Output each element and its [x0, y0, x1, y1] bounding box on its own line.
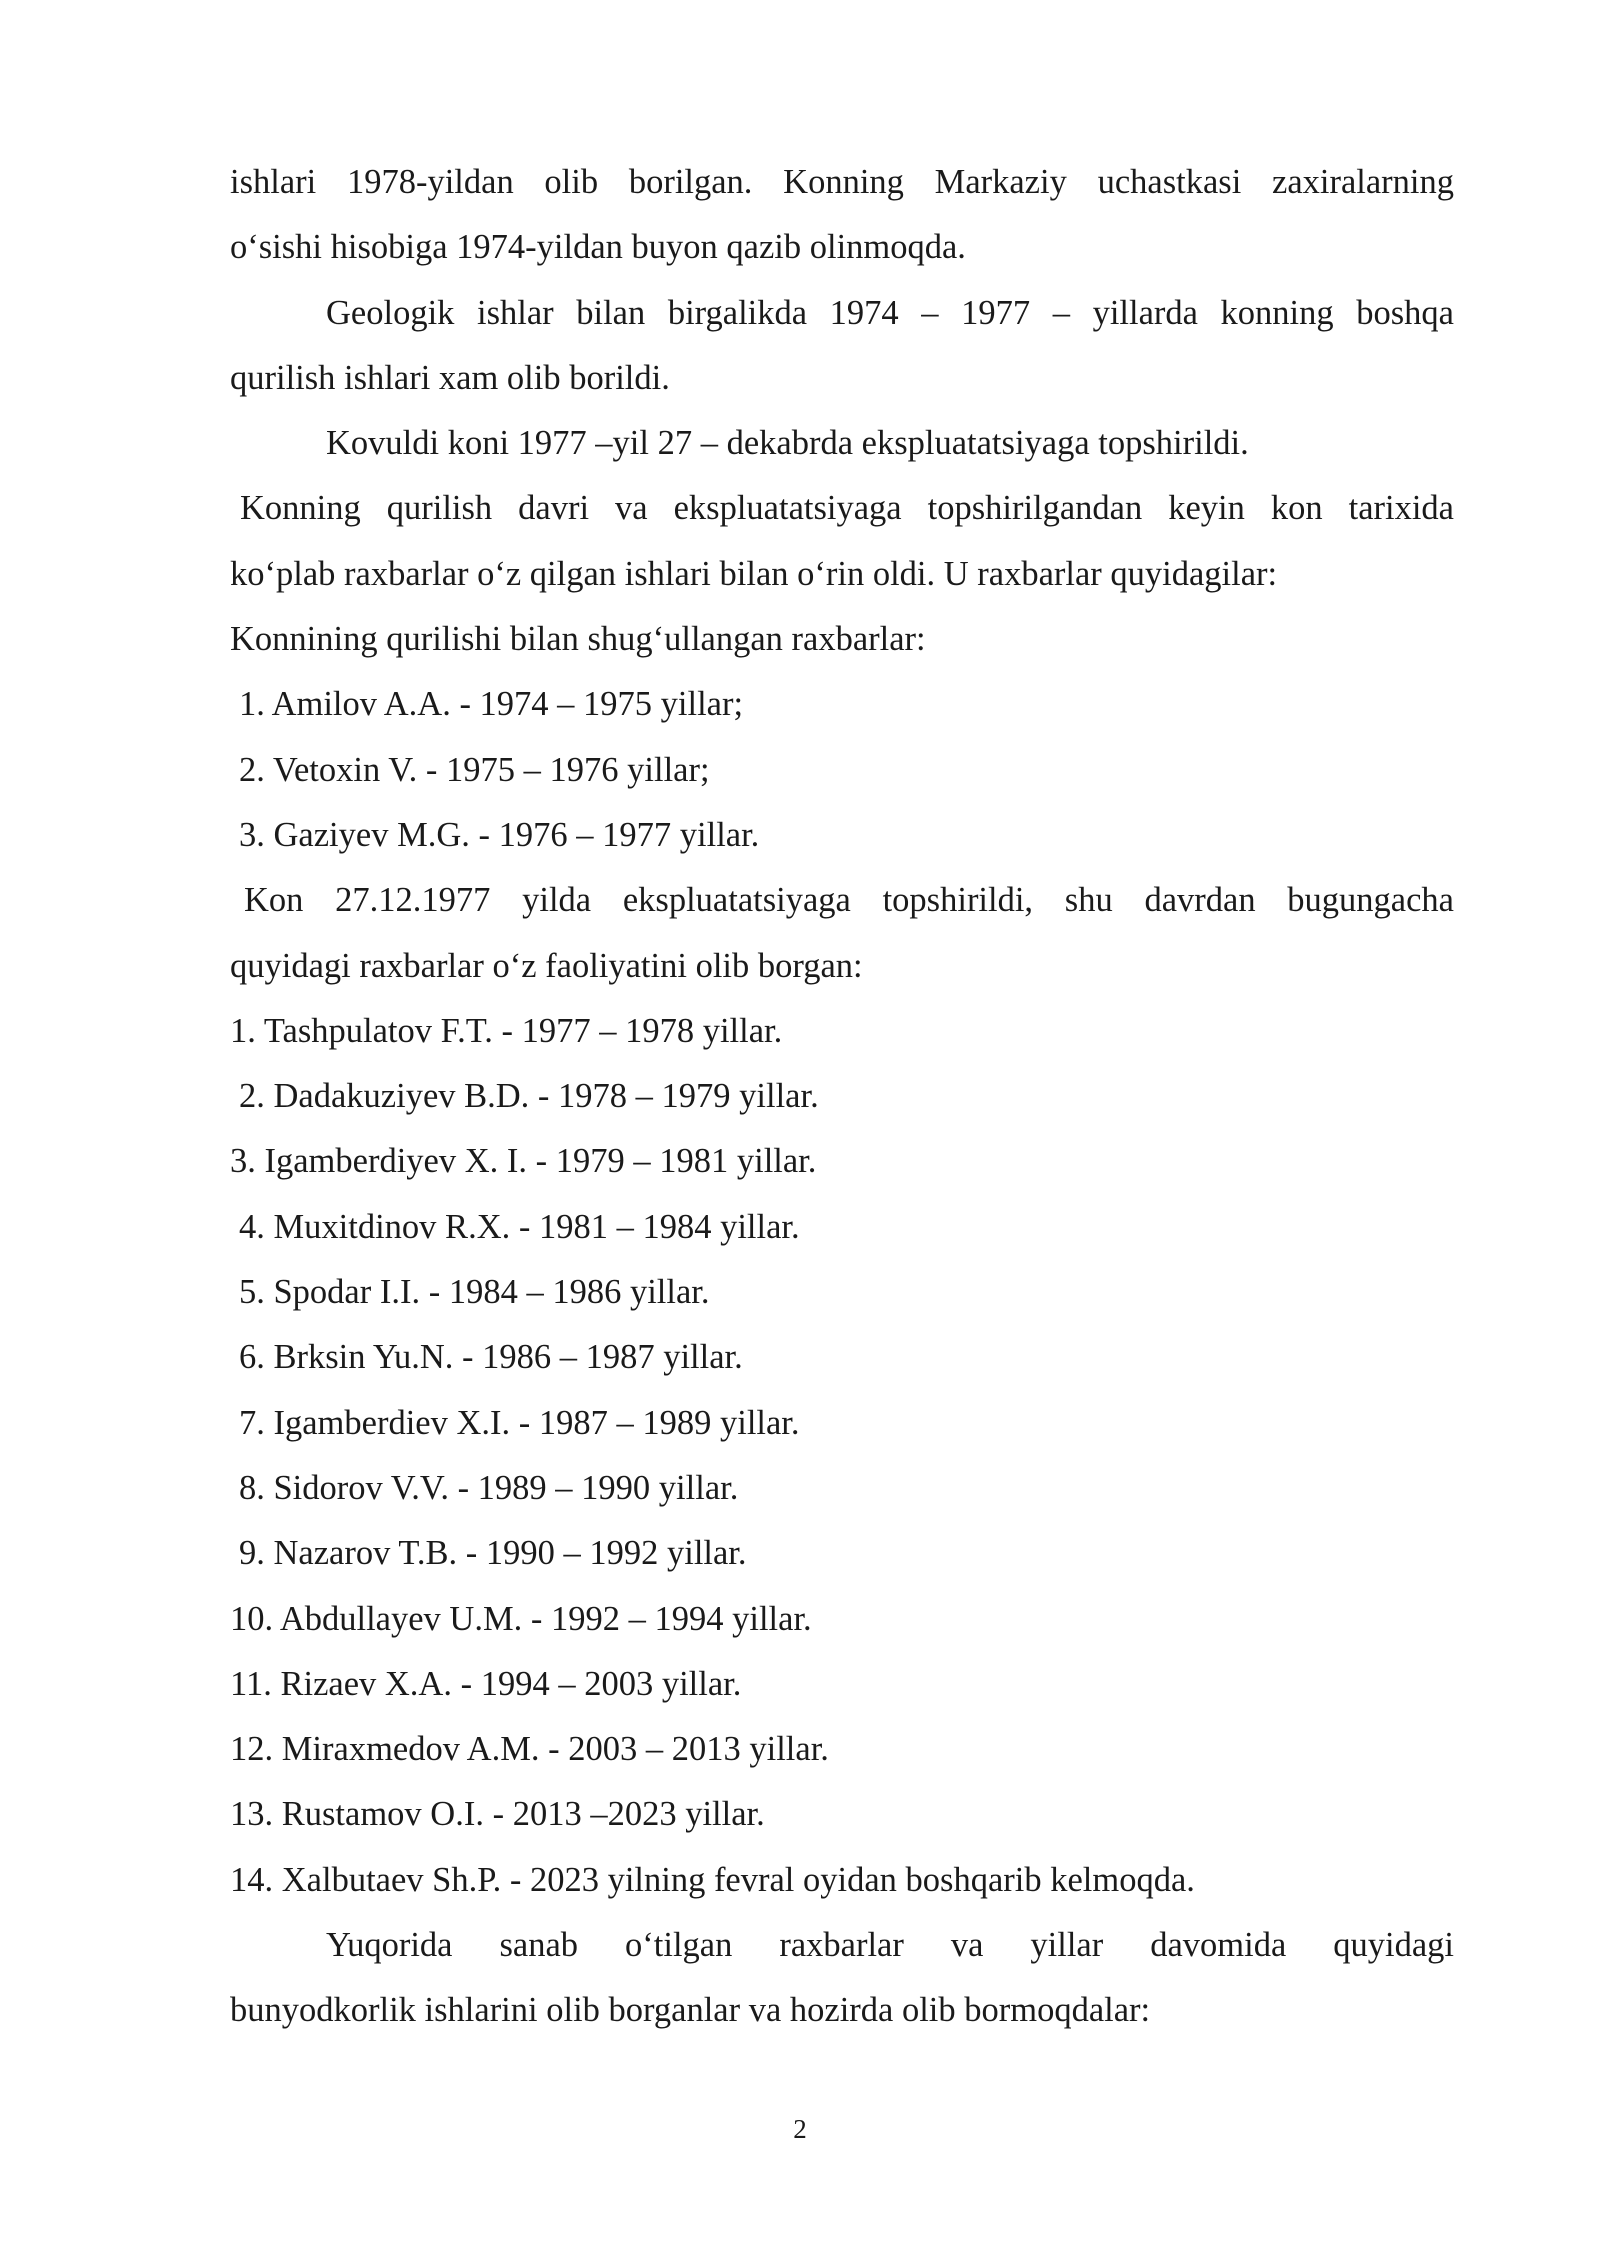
paragraph-line: o‘sishi hisobiga 1974-yildan buyon qazib olinmoqda. [230, 228, 966, 267]
list-item: 13. Rustamov O.I. - 2013 –2023 yillar. [230, 1795, 765, 1834]
document-page [230, 150, 1454, 2044]
paragraph-line: Geologik ishlar bilan birgalikda 1974 – 1977 – yillarda konning boshqa [326, 293, 1454, 332]
list-item: 11. Rizaev X.A. - 1994 – 2003 yillar. [230, 1664, 742, 1703]
section-heading: Konnining qurilishi bilan shug‘ullangan raxbarlar: [230, 620, 926, 659]
list-item: 3. Gaziyev M.G. - 1976 – 1977 yillar. [239, 815, 760, 854]
list-item: 6. Brksin Yu.N. - 1986 – 1987 yillar. [239, 1338, 743, 1377]
paragraph-line: qurilish ishlari xam olib borildi. [230, 358, 670, 397]
construction-leaders-list [230, 672, 1454, 868]
list-item: 2. Dadakuziyev B.D. - 1978 – 1979 yillar. [239, 1077, 819, 1116]
list-item: 14. Xalbutaev Sh.P. - 2023 yilning fevral oyidan boshqarib kelmoqda. [230, 1860, 1195, 1899]
paragraph-line: Yuqorida sanab o‘tilgan raxbarlar va yillar davomida quyidagi [326, 1926, 1454, 1965]
paragraph-line: Kon 27.12.1977 yilda ekspluatatsiyaga topshirildi, shu davrdan bugungacha [244, 881, 1454, 920]
list-item: 2. Vetoxin V. - 1975 – 1976 yillar; [239, 750, 710, 789]
page-number: 2 [793, 2114, 807, 2144]
list-item: 3. Igamberdiyev X. I. - 1979 – 1981 yillar. [230, 1142, 817, 1181]
paragraph-line: Kovuldi koni 1977 –yil 27 – dekabrda ekspluatatsiyaga topshirildi. [326, 424, 1249, 463]
list-item: 4. Muxitdinov R.X. - 1981 – 1984 yillar. [239, 1207, 800, 1246]
paragraph-line: bunyodkorlik ishlarini olib borganlar va hozirda olib bormoqdalar: [230, 1991, 1151, 2030]
paragraph-line: ko‘plab raxbarlar o‘z qilgan ishlari bilan o‘rin oldi. U raxbarlar quyidagilar: [230, 554, 1278, 593]
list-item: 5. Spodar I.I. - 1984 – 1986 yillar. [239, 1273, 710, 1312]
list-item: 1. Amilov A.A. - 1974 – 1975 yillar; [239, 685, 744, 724]
paragraph-line: Konning qurilish davri va ekspluatatsiyaga topshirilgandan keyin kon tarixida [240, 489, 1454, 528]
operation-leaders-list [230, 999, 1454, 1913]
list-item: 10. Abdullayev U.M. - 1992 – 1994 yillar. [230, 1599, 812, 1638]
list-item: 9. Nazarov T.B. - 1990 – 1992 yillar. [239, 1534, 747, 1573]
list-item: 1. Tashpulatov F.T. - 1977 – 1978 yillar. [230, 1011, 783, 1050]
paragraph-line: quyidagi raxbarlar o‘z faoliyatini olib borgan: [230, 946, 863, 985]
list-item: 12. Miraxmedov A.M. - 2003 – 2013 yillar. [230, 1730, 829, 1769]
list-item: 7. Igamberdiev X.I. - 1987 – 1989 yillar. [239, 1403, 800, 1442]
paragraph-line: ishlari 1978-yildan olib borilgan. Konning Markaziy uchastkasi zaxiralarning [230, 163, 1454, 201]
list-item: 8. Sidorov V.V. - 1989 – 1990 yillar. [239, 1468, 739, 1507]
